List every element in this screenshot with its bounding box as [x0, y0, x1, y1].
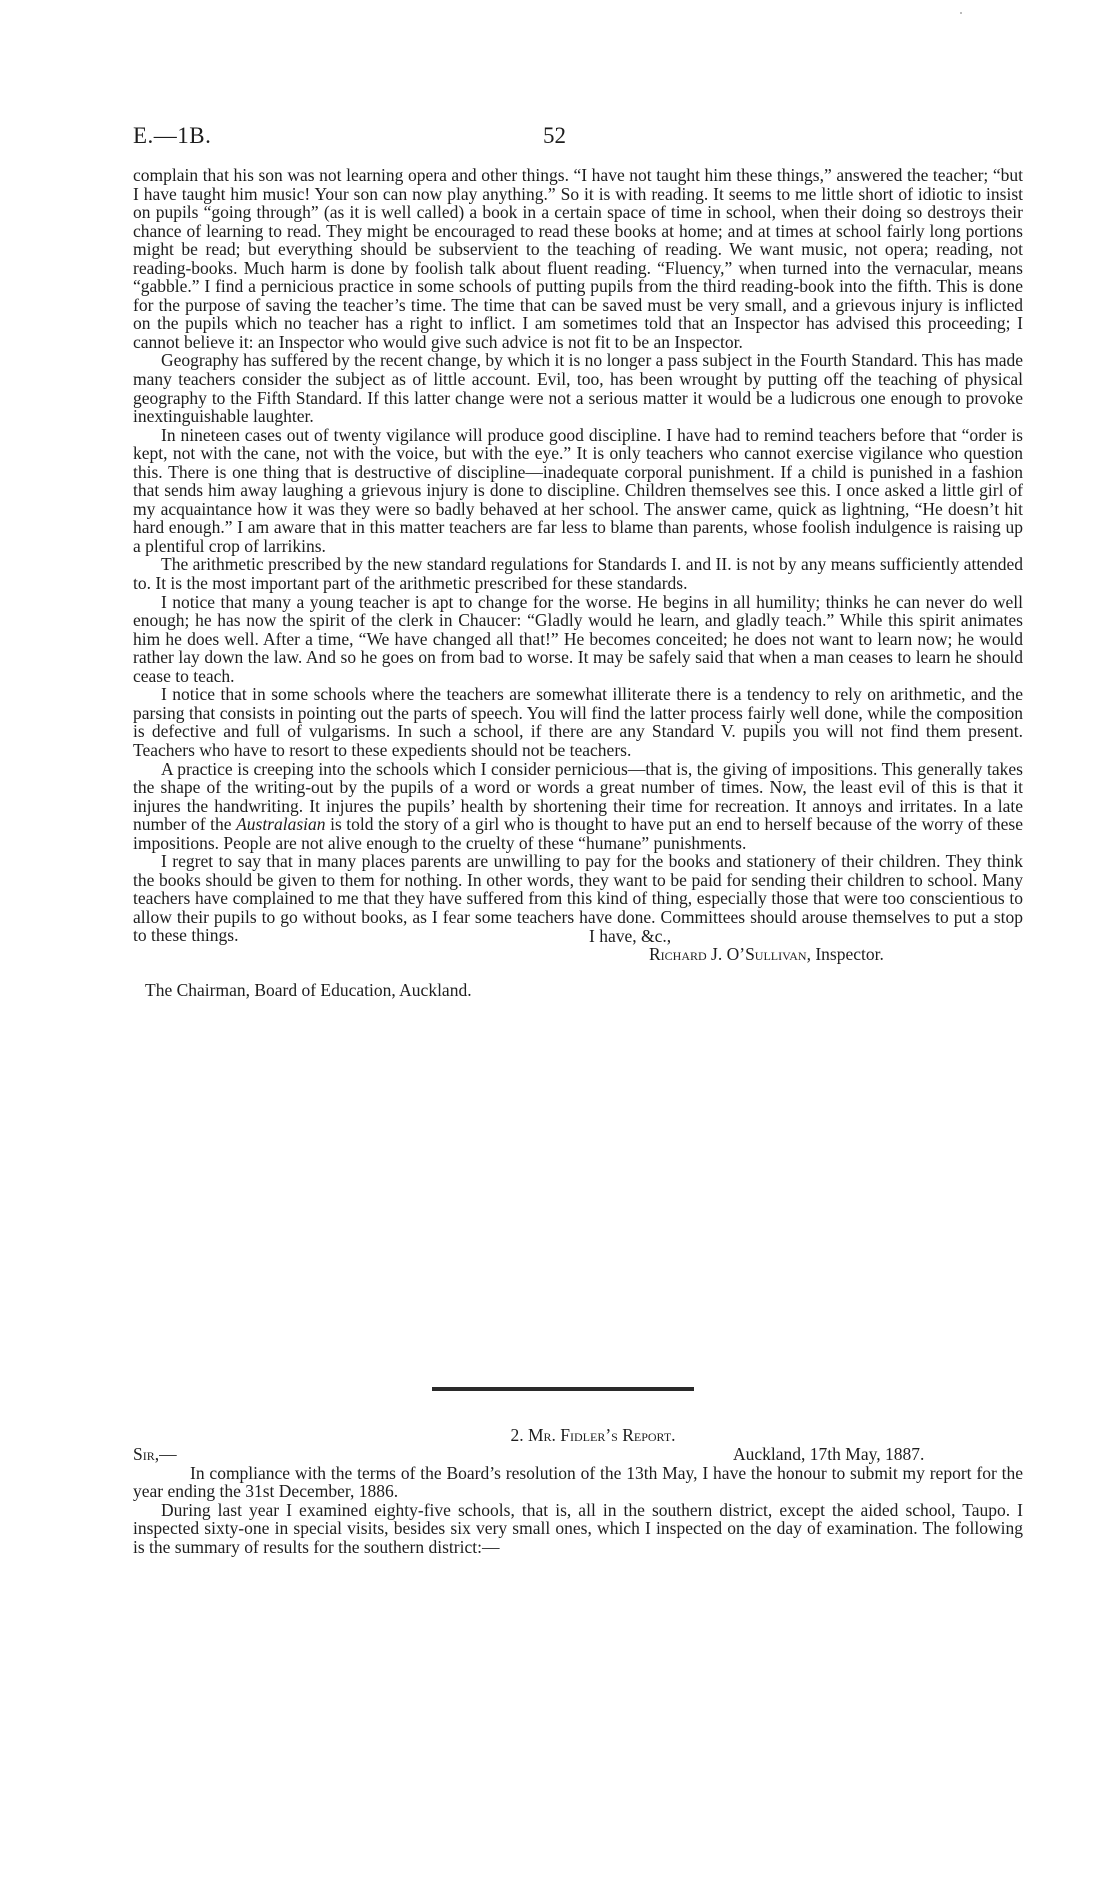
signature-name: Richard J. O’Sullivan: [649, 943, 807, 964]
paragraph-reading: complain that his son was not learning opera and other things. “I have not taught him these things,” answered the teacher; “but I have taught him music! Your son can now play anything.” So it is with reading. It seems to me little short of idiotic to insist on pupils “going through” (as it is well called) a book in a certain space of time in school, when their doing so destroys their chance of learning to read. They might be encouraged to read these books at home; and at times at school fairly long portions might be read; but everything should be subservient to the teaching of reading. We want music, not opera; reading, not reading-books. Much harm is done by foolish talk about fluent reading. “Fluency,” when turned into the vernacular, means “gabble.” I find a pernicious practice in some schools of putting pupils from the third reading-book into the fifth. This is done for the purpose of saving the teacher’s time. The time that can be saved must be very small, and a grievous injury is inflicted on the pupils which no teacher has a right to inflict. I am sometimes told that an Inspector has advised this proceeding; I cannot believe it: an Inspector who would give such advice is not fit to be an Inspector.: [133, 165, 1023, 352]
paragraph-discipline: In nineteen cases out of twenty vigilance will produce good discipline. I have had to remind teachers before that “order is kept, not with the cane, not with the voice, but with the eye.” It is only teachers who cannot exercise vigilance who question this. There is one thing that is destructive of discipline—inadequate corporal punishment. If a child is punished in a fashion that sends him away laughing a grievous injury is done to discipline. Children themselves see this. I once asked a little girl of my acquaintance how it was they were so badly behaved at her school. The answer came, quick as lightning, “He doesn’t hit hard enough.” I am aware that in this matter teachers are far less to blame than parents, whose foolish indulgence is raising up a plentiful crop of larrikins.: [133, 424, 1023, 556]
impositions-text-a: A practice is creeping into the schools which I consider pernicious—that is, the giving of impositions. This generally takes the shape of the writing-out by the pupils of a word or words a great number of times. Now, the least evil of this is that it injures the handwriting. It injures the pupils’ health by shortening their time for recreation. It annoys and irritates. In a late number of the: [133, 758, 1023, 835]
paragraph-compliance: In compliance with the terms of the Board’s resolution of the 13th May, I have the honour to submit my report for the year ending the 31st December, 1886.: [133, 1462, 1023, 1502]
report-body: [133, 166, 1023, 1000]
signature-block: [133, 925, 1023, 981]
section-divider: [432, 1387, 694, 1391]
paragraph-books-stationery: I regret to say that in many places parents are unwilling to pay for the books and stationery of their children. They think the books should be given to them for nothing. In other words, they want to be paid for sending their children to school. Many teachers have complained to me that they have suffered from this kind of thing, especially those that were too conscientious to allow their pupils to go without books, as I fear some teachers have done. Committees should arouse themselves to put a stop to these things.: [133, 851, 1023, 946]
scan-speck: [960, 12, 962, 14]
salutation: Sir,—: [133, 1443, 177, 1464]
paragraph-arithmetic: The arithmetic prescribed by the new standard regulations for Standards I. and II. is not by any means sufficiently attended to. It is the most important part of the arithmetic prescribed for these standards.: [133, 554, 1023, 594]
signature-title: , Inspector.: [806, 943, 884, 964]
impositions-text-b: is told the story of a girl who is thought to have put an end to herself because of the worry of these impositions. People are not alive enough to the cruelty of these “humane” punishments.: [133, 814, 1023, 853]
paragraph-young-teacher: I notice that many a young teacher is apt to change for the worse. He begins in all humility; thinks he can never do well enough; he has now the spirit of the clerk in Chaucer: “Gladly would he learn, and gladly teach.” While this spirit animates him he does well. After a time, “We have changed all that!” He becomes conceited; he does not want to learn now; he would rather lay down the law. And so he goes on from bad to worse. It may be safely said that when a man ceases to learn he should cease to teach.: [133, 591, 1023, 686]
addressee: The Chairman, Board of Education, Auckland.: [145, 979, 472, 1000]
paragraph-geography: Geography has suffered by the recent change, by which it is no longer a pass subject in the Fourth Standard. This has made many teachers consider the subject as of little account. Evil, too, has been wrought by putting off the teaching of physical geography to the Fifth Standard. If this latter change were not a serious matter it would be a ludicrous one enough to provoke inextinguishable laughter.: [133, 350, 1023, 427]
report-title: [133, 1426, 1023, 1445]
closing-line: I have, &c.,: [589, 925, 672, 946]
report-title-text: Mr. Fidler’s Report.: [527, 1425, 676, 1445]
fidler-report-section: [133, 1426, 1023, 1556]
page-header: [133, 123, 1033, 155]
document-code: E.—1B.: [133, 123, 212, 148]
dateline: Auckland, 17th May, 1887.: [733, 1443, 925, 1464]
report-title-number: 2.: [510, 1425, 528, 1445]
signature: [649, 945, 884, 964]
salutation-row: [133, 1445, 1023, 1464]
paragraph-impositions: [133, 760, 1023, 853]
paragraph-summary-intro: During last year I examined eighty-five schools, that is, all in the southern district, except the aided school, Taupo. I inspected sixty-one in special visits, besides six very small ones, which I inspected on the day of examination. The following is the summary of results for the southern district:—: [133, 1499, 1023, 1557]
paragraph-illiterate-teachers: I notice that in some schools where the teachers are somewhat illiterate there is a tendency to rely on arithmetic, and the parsing that consists in pointing out the parts of speech. You will find the latter process fairly well done, while the composition is defective and full of vulgarisms. In such a school, if there are any Standard V. pupils you will not find them present. Teachers who have to resort to these expedients should not be teachers.: [133, 684, 1023, 760]
page-number: 52: [543, 123, 566, 148]
publication-title: Australasian: [236, 814, 326, 835]
